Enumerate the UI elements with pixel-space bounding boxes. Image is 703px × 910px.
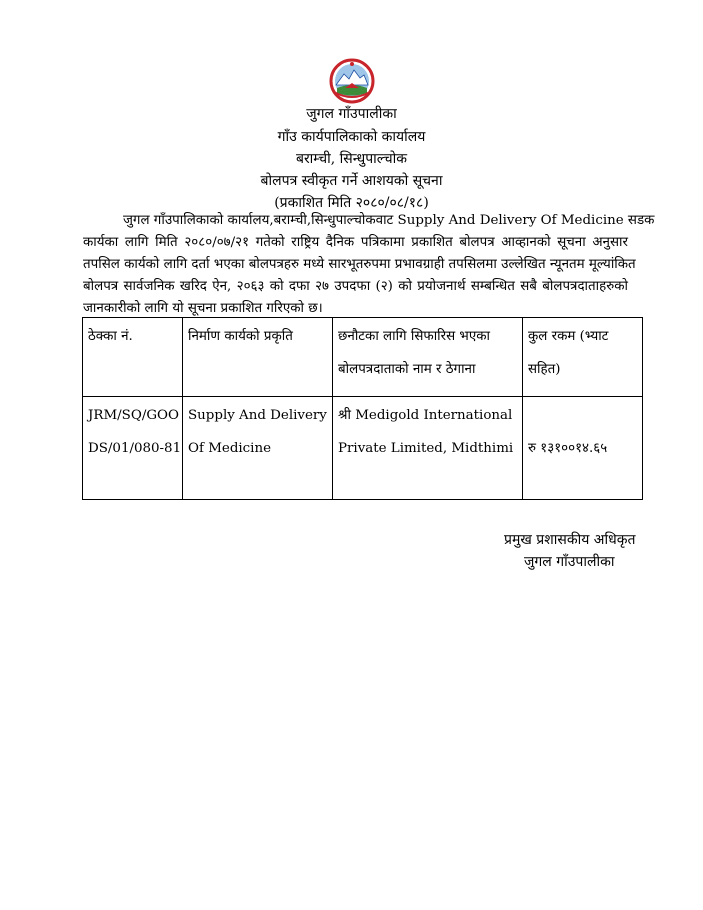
header-amount: कुल रकम (भ्याट सहित) <box>523 318 643 397</box>
cell-bidder: श्री Medigold International Private Limited, Midthimi <box>333 397 523 500</box>
office-address: बराम्ची, सिन्धुपाल्चोक <box>295 151 408 167</box>
office-name: गाँउ कार्यपालिकाको कार्यालय <box>277 129 426 145</box>
notice-title: बोलपत्र स्वीकृत गर्ने आशयको सूचना <box>260 173 443 189</box>
body-line: जानकारीको लागि यो सूचना प्रकाशित गरिएको छ। <box>83 301 323 316</box>
award-table <box>82 317 643 500</box>
body-line: कार्यका लागि मिति २०८०/०७/२१ गतेको राष्ट्रिय दैनिक पत्रिकामा प्रकाशित बोलपत्र आव्हानको सूचना अनुसार <box>83 235 628 250</box>
header-bidder: छनौटका लागि सिफारिस भएका बोलपत्रदाताको नाम र ठेगाना <box>333 318 523 397</box>
header-contract-no: ठेक्का नं. <box>83 318 183 397</box>
notice-body <box>83 210 655 320</box>
body-line: बोलपत्र सार्वजनिक खरिद ऐन, २०६३ को दफा २७ उपदफा (२) को प्रयोजनार्थ सम्बन्धित सबै बोलपत्रदाताहरुको <box>83 279 628 294</box>
cell-contract-no: JRM/SQ/GOO DS/01/080-81 <box>83 397 183 500</box>
published-date: (प्रकाशित मिति २०८०/०८/१८) <box>274 195 429 211</box>
cell-work-nature: Supply And Delivery Of Medicine <box>183 397 333 500</box>
cell-amount: रु १३१००१४.६५ <box>523 397 643 500</box>
signatory-office: जुगल गाँउपालीका <box>524 554 615 570</box>
body-line: तपसिल कार्यको लागि दर्ता भएका बोलपत्रहरु मध्ये सारभूतरुपमा प्रभावग्राही तपसिलमा उल्लेखित न्यूनतम मूल्यांकित <box>83 257 636 272</box>
government-emblem-icon <box>329 58 375 104</box>
table-header-row <box>83 318 643 397</box>
municipality-name: जुगल गाँउपालीका <box>306 106 397 122</box>
body-line: जुगल गाँउपालिकाको कार्यालय,बराम्ची,सिन्धुपाल्चोकवाट Supply And Delivery Of Medicine सडक <box>123 213 655 228</box>
header-work-nature: निर्माण कार्यको प्रकृति <box>183 318 333 397</box>
signatory-title: प्रमुख प्रशासकीय अधिकृत <box>504 532 636 548</box>
table-row <box>83 397 643 500</box>
